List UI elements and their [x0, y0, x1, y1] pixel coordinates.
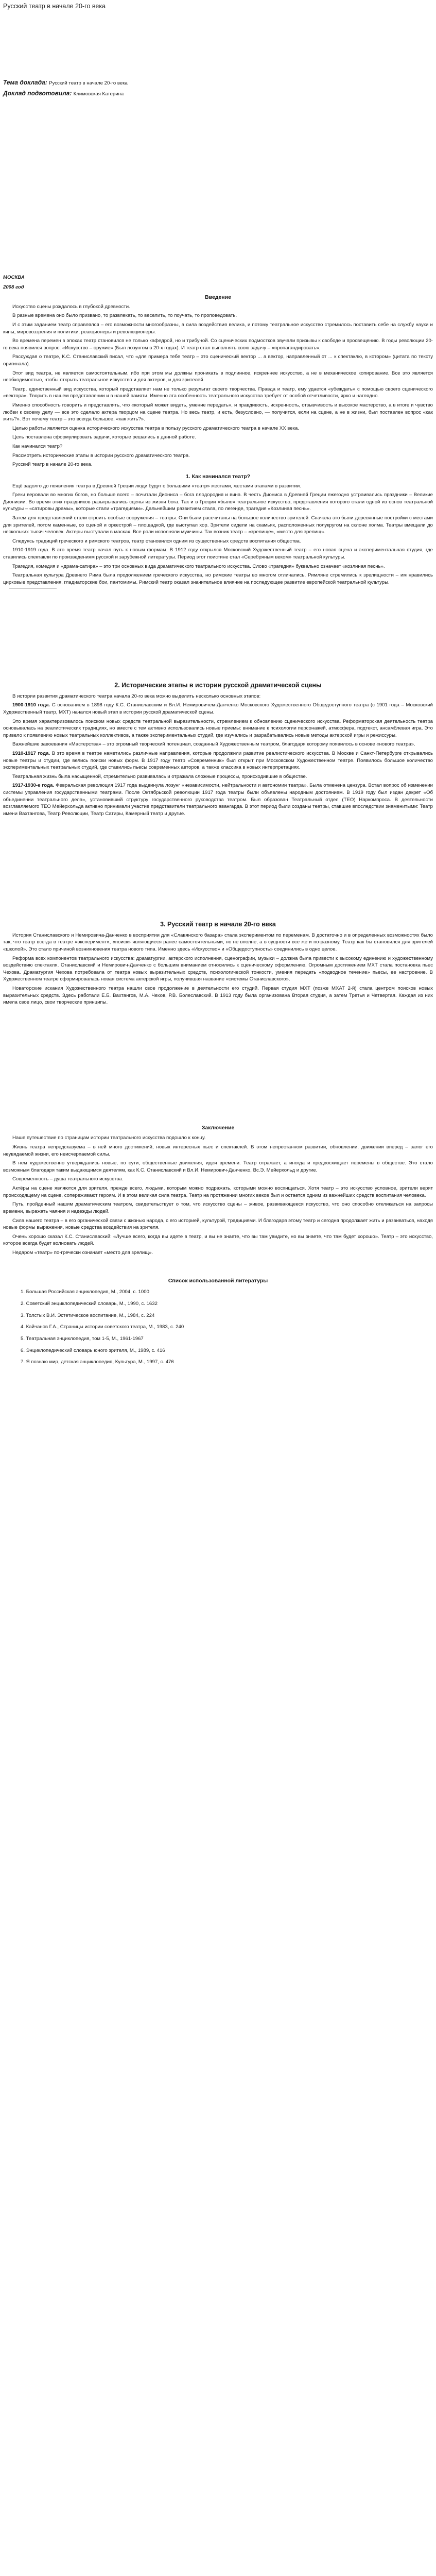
section-3 [3, 920, 433, 1006]
conclusion-p4: Современность – душа театрального искусства. [12, 1176, 124, 1182]
s1-p4: Следуясь традиций греческого и римского театров, театр становился одним из существенных средств воспитания общества. [12, 538, 301, 544]
city-year [3, 274, 433, 291]
intro-section [3, 294, 433, 468]
intro-p2: В разные времена оно было призвано, то развлекать, то веселить, то поучать, то проповедовать. [12, 313, 237, 319]
conclusion-section [3, 1125, 433, 1257]
s2-p2: С основанием в 1898 году К.С. Станиславским и Вл.И. Немировичем-Данченко Московского Художественного Общедоступного театра (с 1901 года – Московский Художественный театр, МХТ) начался новый этап в истории русской драматической сцены. [3, 702, 433, 715]
literature-section [3, 1277, 433, 1366]
s1-p5: 1910-1919 года. В это время театр начал путь к новым формам. В 1912 году открылся Московский Художественный театр – его новая сцена и экспериментальная студия, где ставились спектакли по произведениям русской и зарубежной литературы. Период этот поистине стал «Серебряным веком» театральной культуры. [3, 547, 433, 560]
s3-p3: Новаторские искания Художественного театра нашли свое продолжение в деятельности его студий. Первая студия МХТ (позже МХАТ 2-й) стала центром поисков новых выразительных средств. Здесь работали Е.Б. Вахтангов, М.А. Чехов, Р.В. Болеславский. В 1913 году была организована Вторая студия, а затем Третья и Четвертая. Каждая из них имела свое лицо, свои творческие принципы. [3, 985, 433, 1006]
s2-p3: Это время характеризовалось поиском новых средств театральной выразительности, стремлением к обновлению сценического искусства. Реформаторская деятельность театра основывалась на реалистических традициях, но вместе с тем активно использовались новые приемы: внимание к психологии персонажей, атмосфера, подтекст, ансамблевая игра. Это привело к появлению новых театральных коллективов, а также экспериментальных студий, где изучались и разрабатывались новые методы актерской игры и режиссуры. [3, 718, 433, 738]
title-block [3, 78, 433, 98]
page-title: Русский театр в начале 20-го века [3, 3, 106, 10]
s1-p1: Ещё задолго до появления театра в Древней Греции люди будут с большими «театр» жестами, жестами этапами в развитии. [12, 483, 301, 489]
author-label: Доклад подготовила: [3, 89, 72, 97]
section-1 [3, 473, 433, 589]
intro-p1: Искусство сцены рождалось в глубокой древности. [12, 303, 130, 310]
conclusion-p5: Актёры на сцене являются для зрителя, прежде всего, людьми, которым можно подражать, которыми можно восхищаться. Хотя театр – это искусство условное, зрители верят происходящему на сцене, сопереживают героям. И в этом великая сила театра. Театр на протяжении многих веков был и остается одним из важнейших средств воспитания человека. [3, 1185, 433, 1198]
literature-item: 5. Театральная энциклопедия, том 1-5, М., 1961-1967 [21, 1335, 144, 1342]
conclusion-p6: Путь, пройденный нашим драматическим театром, свидетельствует о том, что искусство сцены – живое, развивающееся искусство, что оно способно откликаться на запросы времени, выражать чаяния и надежды людей. [3, 1201, 433, 1214]
intro-p11: Как начинался театр? [12, 444, 63, 450]
literature-item: 3. Толстых В.И. Эстетическое воспитание, М., 1984, с. 224 [21, 1312, 155, 1318]
intro-p13: Русский театр в начале 20-го века. [12, 462, 93, 468]
topic-value: Русский театр в начале 20-го века [49, 80, 128, 86]
literature-heading: Список использованной литературы [168, 1277, 268, 1284]
intro-p10: Цель поставлена сформулировать задачи, которые решались в данной работе. [12, 434, 196, 440]
conclusion-p1: Наше путешествие по страницам истории театрального искусства подошло к концу. [12, 1135, 206, 1141]
author-value: Климовская Катерина [73, 91, 124, 97]
intro-p8: Именно способность говорить и представлять, что «который может видеть, умение передать», и правдивость, искренность, отзывчивость и высокое мастерство, а в итоге и чувство любви к своему делу — все это сделало актера творцом на сцене театра. Но весь театр, и есть, безусловно, — получится, если на сцене, а не в жизни, был поставлен вопрос «как жить?». Вот почему театр – это всегда большое, «как жить?». [3, 402, 433, 422]
intro-p4: Во времена перемен в эпохах театр становился не только кафедрой, но и трибуной. Со сценических подмостков звучали призывы к свободе и просвещению. В годы революции 20-го века появился вопрос: «Искусство – оружие» (Был лозунгом в 20-х годах). И театр стал выполнять свою задачу – «пропагандировать». [3, 338, 433, 351]
literature-list [3, 1289, 433, 1365]
section-2-heading: 2. Исторические этапы в истории русской драматической сцены [114, 682, 322, 689]
intro-p9: Целью работы является оценка исторического искусства театра в пользу русского драматического театра в начале ХХ века. [12, 425, 300, 431]
conclusion-p2: Жизнь театра непредсказуема – в ней много достижений, новых интересных пьес и спектаклей. В этом непрестанном развитии, обновлении, движении вперед – залог его неувядаемой жизни, его неисчерпаемой силы. [3, 1144, 433, 1157]
conclusion-p3: В нем художественно утверждались новые, по сути, общественные движения, идеи времени. Театр отражает, а иногда и предвосхищает перемены в обществе. Это стало возможным благодаря таким выдающимся деятелям, как К.С. Станиславский и Вл.И. Немирович-Данченко, Вс.Э. Мейерхольд и другие. [3, 1160, 433, 1173]
literature-item: 6. Энциклопедический словарь юного зрителя, М., 1989, с. 416 [21, 1347, 165, 1353]
city: МОСКВА [3, 274, 25, 280]
s2-p5-lead: 1910-1917 года. [12, 750, 50, 756]
s1-p6: Трагедия, комедия и «драма-сатира» – это три основных вида драматического театрального искусства. Слово «трагедия» буквально означает «козлиная песнь». [12, 563, 385, 569]
s1-p3: Затем для представлений стали строить особые сооружения – театры. Они были рассчитаны на большое количество зрителей. Сначала это были деревянные постройки с местами для зрителей, потом каменные, со сценой и оркестрой – площадкой, где выступал хор. Зрители сидели на скамьях, расположенных полукругом на склоне холма. Театры вмещали до нескольких тысяч человек. Актеры выступали в масках. Все роли исполняли мужчины. Так возник театр – «зрелище», «место для зрелищ». [3, 515, 433, 535]
literature-item: 1. Большая Российская энциклопедия, М., 2004, с. 1000 [21, 1289, 149, 1295]
s2-p7-lead: 1917-1930-е года. [12, 783, 55, 789]
topic-label: Тема доклада: [3, 78, 47, 86]
s2-p7: Февральская революция 1917 года выдвинула лозунг «независимости, нейтральности и автономии театра». Была отменена цензура. Встал вопрос об изменении системы управления государственными театрами. После Октябрьской революции 1917 года театры были объявлены народным достоянием. В 1919 году был издан декрет «Об объединении театрального дела», установивший структуру государственного руководства театром. Был образован Театральный отдел (ТЕО) Наркомпроса. В деятельности возглавляемого ТЕО Мейерхольда активно принимали участие представители театрального авангарда. В этот период были созданы театры, ставшие впоследствии знаменитыми: Театр имени Вахтангова, Театр Революции, Театр Сатиры, Камерный театр и другие. [3, 783, 433, 817]
document-body [0, 78, 436, 1366]
intro-heading: Введение [205, 294, 231, 301]
conclusion-p9: Недаром «театр» по-гречески означает «место для зрелищ». [12, 1249, 153, 1256]
s2-p6: Театральная жизнь была насыщенной, стремительно развивалась и отражала сложные процессы, происходившие в обществе. [12, 773, 307, 779]
s1-p2: Греки веровали во многих богов, но больше всего – почитали Диониса – бога плодородия и вина. В честь Диониса в Древней Греции ежегодно устраивались праздники – Великие Дионисии. Во время этих праздников разыгрывались сцены из жизни бога. Так и в Греции «было» театральное искусство, представления которого стали одной из основ театральной культуры – «сатировы драмы», которые стали «трагедиями». Дальнейшим развитием стала, по легенде, трагедия «Козлиная песнь». [3, 492, 433, 512]
intro-p6: Этот вид театра, не является самостоятельным, ибо при этом мы должны проникать в подлинное, искреннее искусство, а не в механическое копирование. Все это является необходимостью, чтобы открыть театральное искусство и для актеров, и для зрителей. [3, 370, 433, 383]
literature-item: 2. Советский энциклопедический словарь, М., 1990, с. 1632 [21, 1301, 158, 1307]
section-3-heading: 3. Русский театр в начале 20-го века [160, 921, 276, 928]
section-2 [3, 681, 433, 817]
literature-item: 4. Кайчанов Г.А., Страницы истории советского театра, М., 1983, с. 240 [21, 1324, 184, 1330]
intro-p3: И с этим заданием театр справлялся – его возможности многообразны, а сила воздействия велика, и потому театральное искусство стремилось поставить себе на службу науки и кипы, мировоззрения и политики, реакционеры и революционеры. [3, 321, 433, 335]
conclusion-p8: Очень хорошо сказал К.С. Станиславский: «Лучше всего, когда вы идете в театр, и вы не знаете, что вы там увидите, но вы знаете, что там будет хорошо». Театр – это искусство, которое всегда будет волновать людей. [3, 1233, 433, 1247]
conclusion-heading: Заключение [201, 1124, 235, 1131]
s2-p2-lead: 1900-1910 года. [12, 702, 50, 708]
intro-p5: Рассуждая о театре, К.С. Станиславский писал, что «для примера тебе театр – это сценический вектор ... а вектор, направленный от ... к спектаклю, в котором» (цитата по тексту оригинала). [3, 354, 433, 367]
year: 2008 год [3, 284, 24, 291]
s3-p1: История Станиславского и Немировича-Данченко в восприятии для «Славянского базара» стала экспериментом по переменам. В достаточно и в определенных возможностях было так, что театр всегда в театре «эксперимент», «поиск» являющиеся ранее самостоятельными, но не вполне, а в сущности все же и по-разному. Театр как бы становился для зрителей «школой». Это стало причиной возникновения театра нового типа. Именно здесь «Искусство» и «Общедоступность» соединились в одно целое. [3, 932, 433, 952]
literature-item: 7. Я познаю мир, детская энциклопедия, Культура, М., 1997, с. 476 [21, 1359, 174, 1365]
conclusion-p7: Сила нашего театра – в его органической связи с жизнью народа, с его историей, культурой, традициями. И благодаря этому театр и сегодня продолжает жить и развиваться, находя новые формы выражения, новые средства воздействия на зрителя. [3, 1217, 433, 1231]
s1-p7: Театральная культура Древнего Рима была продолжением греческого искусства, но римские театры во многом отличались. Римляне стремились к зрелищности – им нравились цирковые представления, гладиаторские бои, пантомимы. Римский театр оказал значительное влияние на последующее развитие европейской театральной культуры. [3, 572, 433, 585]
s2-p4: Важнейшие завоевания «Мастерства» – это огромный творческий потенциал, созданный Художественным театром, благодаря которому появилось в основе «нового театра». [12, 741, 415, 748]
intro-p12: Рассмотреть исторические этапы в истории русского драматического театра. [12, 452, 190, 459]
s3-p2: Реформа всех компонентов театрального искусства: драматургии, актерского исполнения, сценографии, музыки – должна была привести к высокому единению и художественному воздействию спектакля. Станиславский и Немирович-Данченко с большим вниманием относились к сценическому оформлению. Огромным достижением МХТ стала постановка пьес Чехова. Драматургия Чехова потребовала от театра новых выразительных средств, психологической тонкости, умения передать «подводное течение» пьесы, ее настроение. В Художественном театре сформировалась новая система актерской игры, получившая название «системы Станиславского». [3, 955, 433, 982]
section-1-heading: 1. Как начинался театр? [185, 473, 251, 480]
s2-p5: В это время в театре наметились различные направления, которые продолжили развитие реалистического искусства. В Москве и Санкт-Петербурге открывались новые театры и студии, где велись поиски новых форм. В 1917 году театр «Современник» был открыт при Московском Художественном театре. Появилось большое количество экспериментальных театральных студий, где ставились пьесы современных авторов, а также классика в новых интерпретациях. [3, 750, 433, 771]
intro-p7: Театр, единственный вид искусства, который представляет нам не только результат своего творчества. Правда и театр, ему удается «убеждать» с помощью своего сценического «вектора». Творить в нашем представлении и в нашей памяти. Именно эта особенность театрального искусства требует от особой отчетливости, ярко и наглядно. [3, 386, 433, 399]
s2-p1: В истории развития драматического театра начала 20-го века можно выделить несколько основных этапов: [12, 693, 261, 699]
